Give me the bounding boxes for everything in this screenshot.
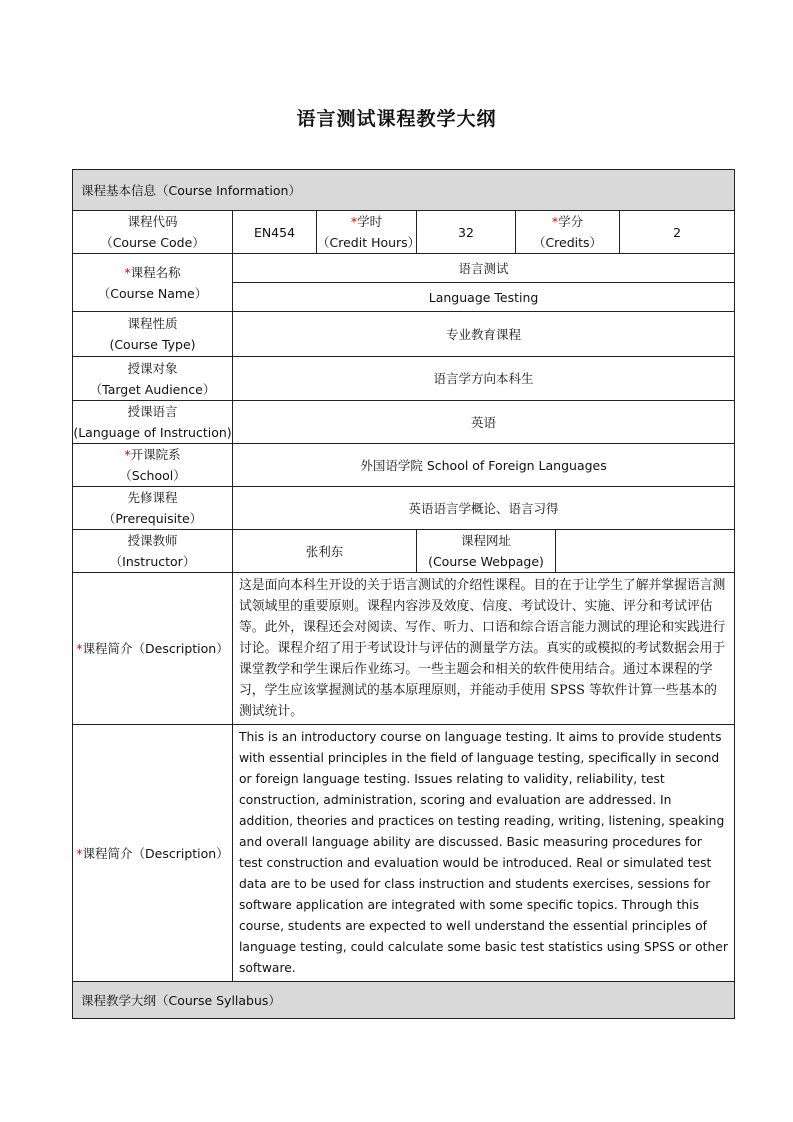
- course-code-value: EN454: [233, 211, 317, 254]
- credit-hours-label: *学时 （Credit Hours）: [317, 211, 417, 254]
- course-webpage-label: 课程网址 (Course Webpage): [417, 530, 556, 573]
- document-title: 语言测试课程教学大纲: [296, 108, 497, 130]
- course-type-value: 专业教育课程: [233, 312, 735, 357]
- required-mark: *: [76, 641, 83, 656]
- course-name-label: *课程名称 （Course Name）: [73, 254, 233, 312]
- language-of-instruction-label: 授课语言 (Language of Instruction): [73, 401, 233, 444]
- description-cn-label: *课程简介（Description）: [73, 573, 233, 725]
- required-mark: *: [350, 214, 358, 229]
- description-en-label: *课程简介（Description）: [73, 725, 233, 982]
- prerequisite-label: 先修课程 （Prerequisite）: [73, 487, 233, 530]
- course-type-label: 课程性质 (Course Type): [73, 312, 233, 357]
- required-mark: *: [124, 264, 131, 280]
- credits-label: *学分 （Credits）: [516, 211, 620, 254]
- course-webpage-value: [556, 530, 735, 573]
- credit-hours-value: 32: [417, 211, 516, 254]
- required-mark: *: [76, 845, 83, 861]
- description-cn-text: 这是面向本科生开设的关于语言测试的介绍性课程。目的在于让学生了解并掌握语言测试领域里的重要原则。课程内容涉及效度、信度、考试设计、实施、评分和考试评估等。此外，课程还会对阅读、写作、听力、口语和综合语言能力测试的理论和实践进行讨论。课程介绍了用于考试设计与评估的测量学方法。真实的或模拟的考试数据会用于课堂教学和学生课后作业练习。一些主题会和相关的软件使用结合。通过本课程的学习，学生应该掌握测试的基本原理原则，并能动手使用 SPSS 等软件计算一些基本的测试统计。: [233, 573, 735, 725]
- school-value: 外国语学院 School of Foreign Languages: [233, 444, 735, 487]
- description-en-text: This is an introductory course on language testing. It aims to provide students with essential principles in the field of language testing, specifically in second or foreign language testing. Issues relating to validity, reliability, test construction, administration, scoring and evaluation are addressed. In addition, theories and practices on testing reading, writing, listening, speaking and overall language ability are discussed. Basic measuring procedures for test construction and evaluation would be introduced. Real or simulated test data are to be used for class instruction and students exercises, sessions for software application are integrated with some specific topics. Through this course, students are expected to well understand the essential principles of language testing, could calculate some basic test statistics using SPSS or other software.: [233, 725, 735, 982]
- course-name-en-value: Language Testing: [233, 283, 735, 312]
- target-audience-value: 语言学方向本科生: [233, 357, 735, 401]
- school-label: *开课院系 （School）: [73, 444, 233, 487]
- course-code-label: 课程代码 （Course Code）: [73, 211, 233, 254]
- required-mark: *: [124, 447, 131, 462]
- prerequisite-value: 英语语言学概论、语言习得: [233, 487, 735, 530]
- section-header-course-syllabus: 课程教学大纲（Course Syllabus）: [73, 982, 735, 1019]
- section-header-course-information: 课程基本信息（Course Information）: [73, 170, 735, 211]
- course-info-table: [72, 169, 735, 1019]
- credits-value: 2: [620, 211, 735, 254]
- instructor-value: 张利东: [233, 530, 417, 573]
- language-of-instruction-value: 英语: [233, 401, 735, 444]
- course-name-cn-value: 语言测试: [233, 254, 735, 283]
- instructor-label: 授课教师 （Instructor）: [73, 530, 233, 573]
- target-audience-label: 授课对象 （Target Audience）: [73, 357, 233, 401]
- required-mark: *: [551, 214, 559, 229]
